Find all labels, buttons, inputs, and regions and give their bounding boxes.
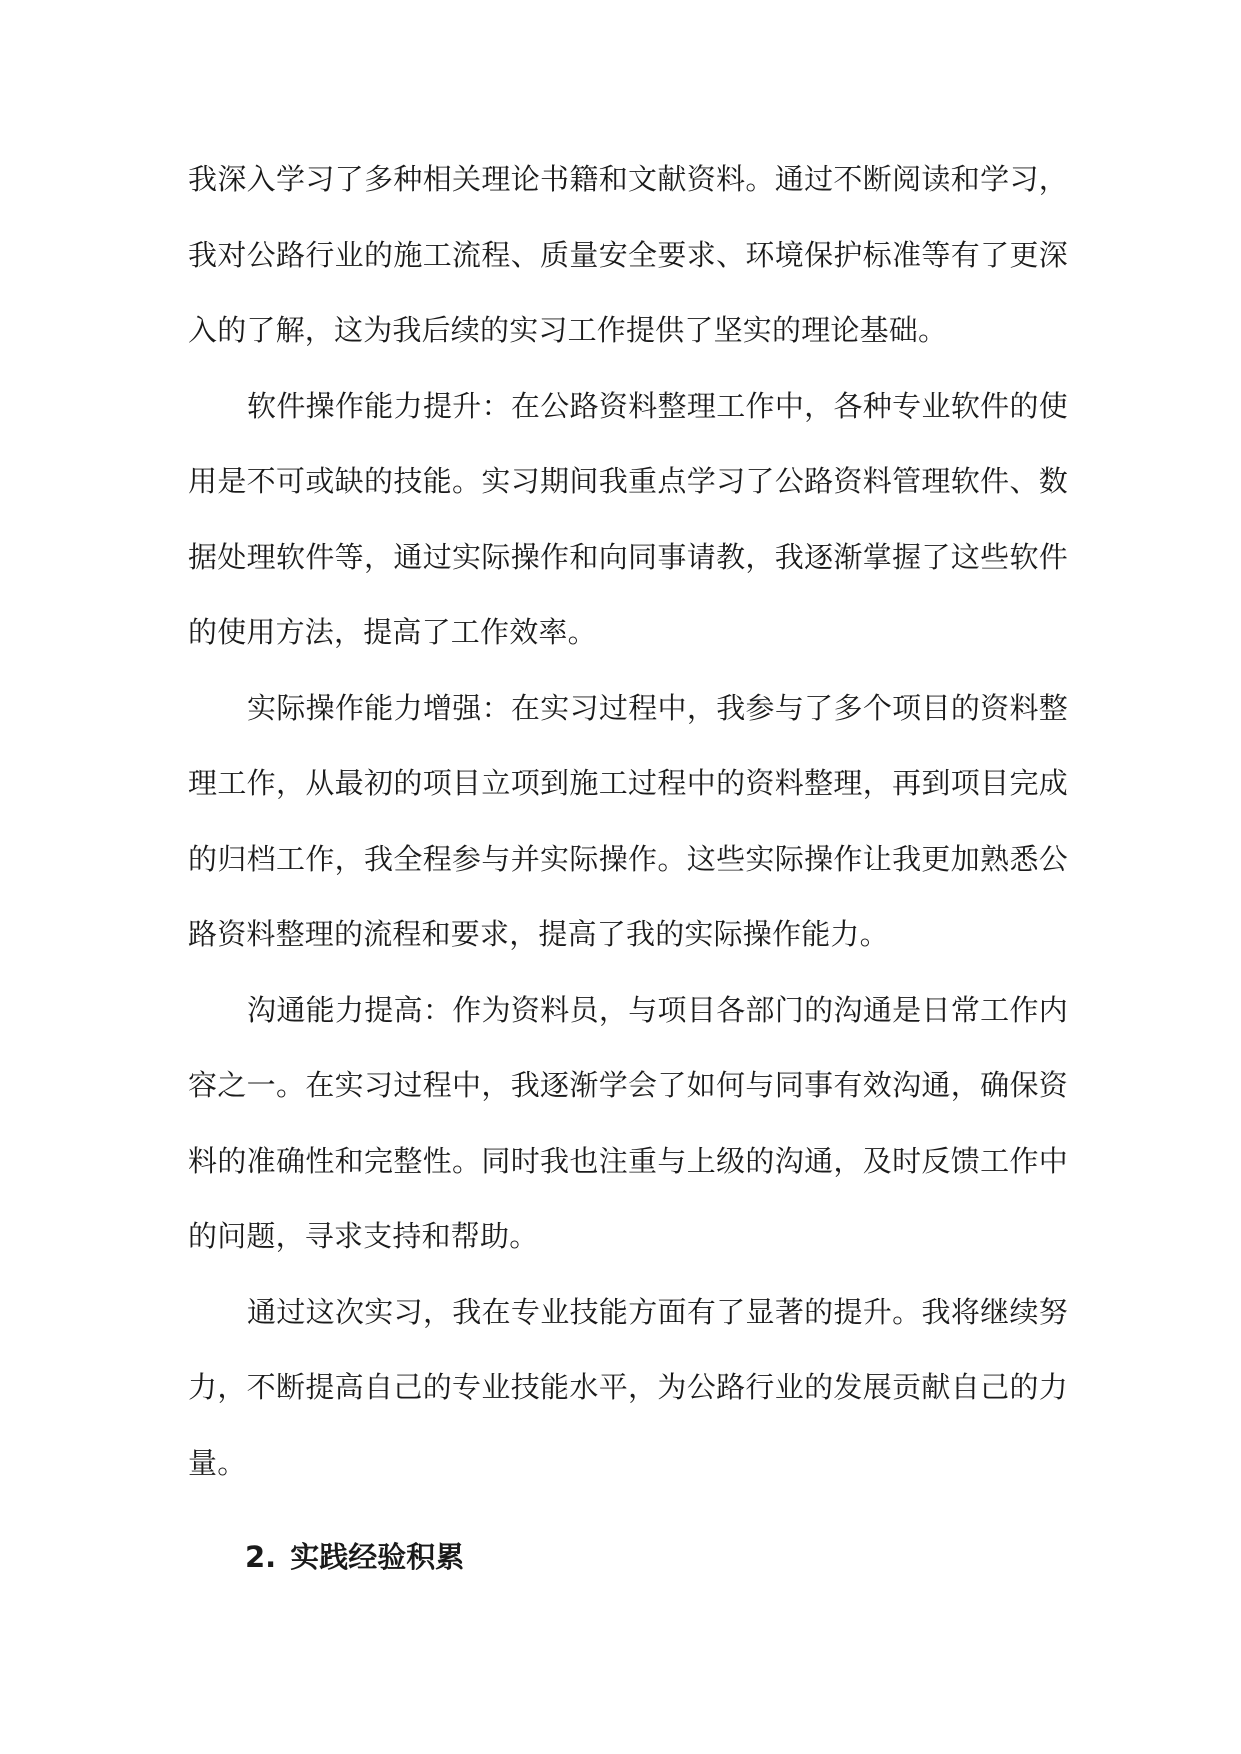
paragraph-software-skills: 软件操作能力提升：在公路资料整理工作中，各种专业软件的使用是不可或缺的技能。实习期间我重点学习了公路资料管理软件、数据处理软件等，通过实际操作和向同事请教，我逐渐掌握了这些软件的使用方法，提高了工作效率。 — [188, 388, 1068, 649]
section-heading-number: 2. — [245, 1540, 277, 1574]
paragraph-communication-skills: 沟通能力提高：作为资料员，与项目各部门的沟通是日常工作内容之一。在实习过程中，我逐渐学会了如何与同事有效沟通，确保资料的准确性和完整性。同时我也注重与上级的沟通，及时反馈工作中的问题，寻求支持和帮助。 — [188, 992, 1068, 1253]
section-heading-title: 实践经验积累 — [290, 1540, 465, 1574]
paragraph-practical-skills: 实际操作能力增强：在实习过程中，我参与了多个项目的资料整理工作，从最初的项目立项到施工过程中的资料整理，再到项目完成的归档工作，我全程参与并实际操作。这些实际操作让我更加熟悉公路资料整理的流程和要求，提高了我的实际操作能力。 — [188, 690, 1068, 951]
paragraph-theory-study: 我深入学习了多种相关理论书籍和文献资料。通过不断阅读和学习，我对公路行业的施工流程、质量安全要求、环境保护标准等有了更深入的了解，这为我后续的实习工作提供了坚实的理论基础。 — [188, 162, 1068, 347]
section-heading — [245, 1537, 464, 1577]
document-body — [188, 142, 1068, 1501]
paragraph-summary: 通过这次实习，我在专业技能方面有了显著的提升。我将继续努力，不断提高自己的专业技能水平，为公路行业的发展贡献自己的力量。 — [188, 1294, 1068, 1480]
